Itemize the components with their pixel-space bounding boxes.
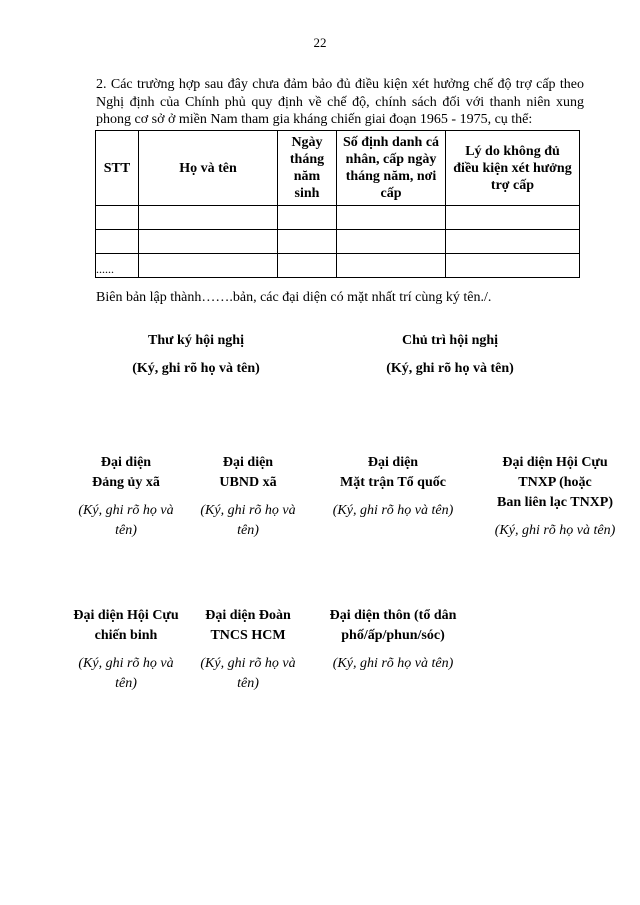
signature-title: Đại diện Hội Cựu <box>73 608 179 623</box>
signature-note: (Ký, ghi rõ họ và tên) <box>386 361 514 376</box>
table-cell <box>139 254 278 278</box>
conclusion-text: Biên bản lập thành…….bản, các đại diện có mặt nhất trí cùng ký tên./. <box>96 290 492 305</box>
table-cell <box>337 206 446 230</box>
signature-note: tên) <box>115 676 137 691</box>
signature-chair <box>350 330 550 380</box>
signature-secretary <box>96 330 296 380</box>
intro-paragraph: 2. Các trường hợp sau đây chưa đảm bảo đủ điều kiện xét hưởng chế độ trợ cấp theo Nghị định của Chính phủ quy định về chế độ, chính sách đối với thanh niên xung phong cơ sở ở miền Nam tham gia kháng chiến giai đoạn 1965 - 1975, cụ thể: <box>96 77 584 127</box>
signature-youth <box>188 606 308 694</box>
table-cell <box>278 206 337 230</box>
header-dob: Ngày tháng năm sinh <box>278 131 337 206</box>
signature-title: TNCS HCM <box>210 628 286 643</box>
table-cell <box>278 254 337 278</box>
signature-title: phố/ấp/phun/sóc) <box>341 628 445 643</box>
table-row <box>96 206 580 230</box>
table-cell <box>446 230 580 254</box>
signature-title: TNXP (hoặc <box>518 475 592 490</box>
signature-title: Đảng ủy xã <box>92 475 160 490</box>
table-cell <box>337 230 446 254</box>
table-header-row <box>96 131 580 206</box>
signature-village <box>318 606 468 674</box>
table-cell <box>139 206 278 230</box>
signature-title: chiến binh <box>94 628 158 643</box>
signature-title: Đại diện <box>367 455 419 470</box>
signature-title: Thư ký hội nghị <box>148 333 244 348</box>
signature-title: Đại diện <box>222 455 274 470</box>
signature-note: (Ký, ghi rõ họ và <box>200 656 296 671</box>
signature-note: (Ký, ghi rõ họ và <box>78 656 174 671</box>
signature-note: tên) <box>237 676 259 691</box>
cases-table <box>95 130 580 278</box>
signature-note: (Ký, ghi rõ họ và tên) <box>332 656 454 671</box>
header-name: Họ và tên <box>139 131 278 206</box>
signature-front <box>318 453 468 521</box>
signature-note: (Ký, ghi rõ họ và tên) <box>132 361 260 376</box>
signature-title: Ban liên lạc TNXP) <box>496 495 614 510</box>
page-number: 22 <box>313 35 327 50</box>
signature-note: tên) <box>115 523 137 538</box>
header-reason: Lý do không đủ điều kiện xét hưởng trợ cấp <box>446 131 580 206</box>
signature-party <box>66 453 186 541</box>
table-row <box>96 230 580 254</box>
signature-note: (Ký, ghi rõ họ và <box>200 503 296 518</box>
signature-title: Đại diện <box>100 455 152 470</box>
table-cell: ...... <box>96 254 139 278</box>
table-cell <box>139 230 278 254</box>
header-id: Số định danh cá nhân, cấp ngày tháng năm, nơi cấp <box>337 131 446 206</box>
signature-title: Mặt trận Tổ quốc <box>340 475 446 490</box>
table-cell <box>96 206 139 230</box>
table-cell <box>278 230 337 254</box>
table-cell <box>446 254 580 278</box>
signature-title: Đại diện thôn (tổ dân <box>329 608 457 623</box>
table-cell <box>446 206 580 230</box>
signature-title: Chủ trì hội nghị <box>401 333 499 348</box>
signature-veterans <box>62 606 190 694</box>
signature-title: Đại diện Đoàn <box>205 608 291 623</box>
signature-note: (Ký, ghi rõ họ và tên) <box>332 503 454 518</box>
table-cell <box>337 254 446 278</box>
signature-ubnd <box>188 453 308 541</box>
signature-note: (Ký, ghi rõ họ và <box>78 503 174 518</box>
table-cell <box>96 230 139 254</box>
header-stt: STT <box>96 131 139 206</box>
signature-note: tên) <box>237 523 259 538</box>
signature-title: UBND xã <box>219 475 277 490</box>
signature-note: (Ký, ghi rõ họ và tên) <box>494 523 616 538</box>
table-row <box>96 254 580 278</box>
signature-tnxp <box>474 453 636 541</box>
signature-title: Đại diện Hội Cựu <box>502 455 608 470</box>
